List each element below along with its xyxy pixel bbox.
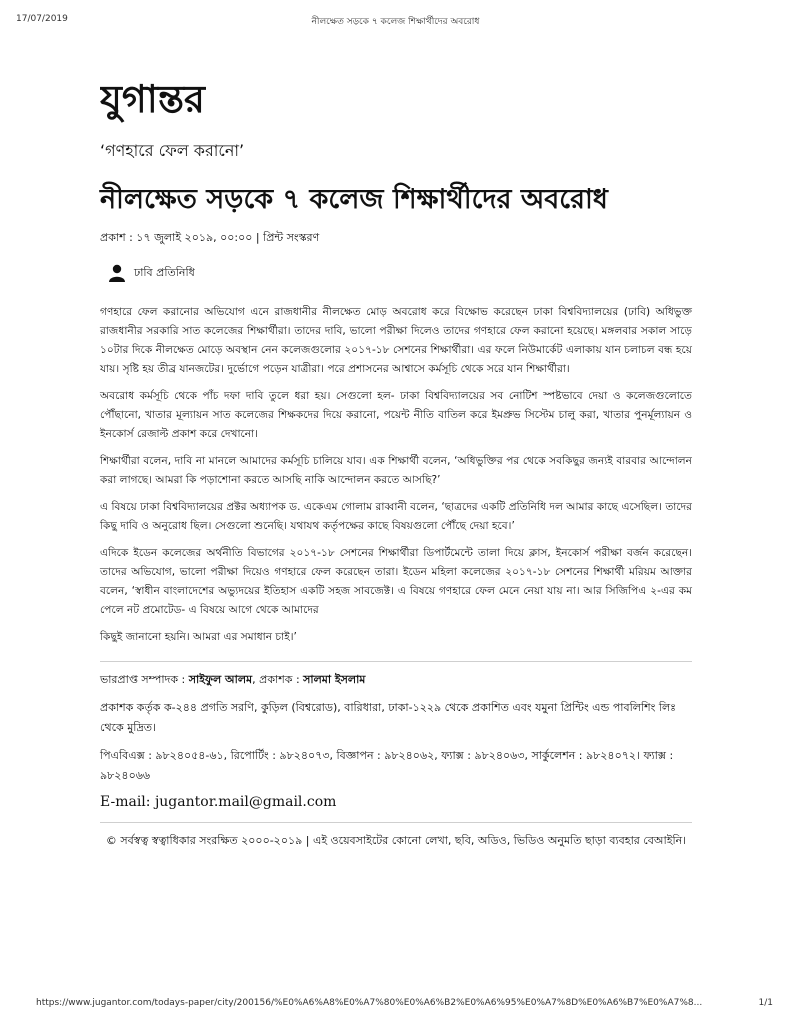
jugantor-logo[interactable] <box>100 70 692 124</box>
editor-name: সাইফুল আলম <box>188 672 253 686</box>
article-paragraph: এ বিষয়ে ঢাকা বিশ্ববিদ্যালয়ের প্রক্টর অধ্যাপক ড. একেএম গোলাম রাব্বানী বলেন, ‘ছাত্রদের একটি প্রতিনিধি দল আমার কাছে এসেছিল। তাদের কিছু দাবি ও অনুরোধ ছিল। সেগুলো শুনেছি। যথাযথ কর্তৃপক্ষের কাছে বিষয়গুলো পৌঁছে দেয়া হবে।’ <box>100 500 692 532</box>
user-icon <box>108 264 126 282</box>
imprint-block <box>100 670 692 786</box>
article-paragraph: অবরোধ কর্মসূচি থেকে পাঁচ দফা দাবি তুলে ধরা হয়। সেগুলো হল- ঢাকা বিশ্ববিদ্যালয়ের সব নোটিশ স্পষ্টভাবে দেয়া ও কলেজগুলোতে পৌঁছানো, খাতার মূল্যায়ন সাত কলেজের শিক্ষকদের দিয়ে করানো, পয়েন্ট নীতি বাতিল করে ইমপ্রুভ সিস্টেম চালু করা, খাতার পুনর্মূল্যায়ন ও ইনকোর্স রেজাল্ট প্রকাশ করে দেখানো। <box>100 389 692 440</box>
logo-wordmark <box>100 70 290 124</box>
article-title: নীলক্ষেত সড়কে ৭ কলেজ শিক্ষার্থীদের অবরোধ <box>100 184 608 215</box>
print-date: 17/07/2019 <box>16 14 68 24</box>
article-paragraph: কিছুই জানানো হয়নি। আমরা এর সমাধান চাই।’ <box>100 630 297 643</box>
editor-label: ভারপ্রাপ্ত সম্পাদক : <box>100 672 189 686</box>
editor-line <box>100 670 692 690</box>
contact-phones: পিএবিএক্স : ৯৮২৪০৫৪-৬১, রিপোর্টিং : ৯৮২৪০৭৩, বিজ্ঞাপন : ৯৮২৪০৬২, ফ্যাক্স : ৯৮২৪০৬৩, সার্কুলেশন : ৯৮২৪০৭২। ফ্যাক্স : ৯৮২৪০৬৬ <box>100 748 674 782</box>
print-footer-page: 1/1 <box>758 998 773 1008</box>
publisher-name: সালমা ইসলাম <box>303 672 366 686</box>
article-body <box>100 303 692 647</box>
contact-email[interactable]: E-mail: jugantor.mail@gmail.com <box>100 793 337 810</box>
article-paragraph: এদিকে ইডেন কলেজের অর্থনীতি বিভাগের ২০১৭-১৮ সেশনের শিক্ষার্থীরা ডিপার্টমেন্টে তালা দিয়ে ক্লাস, ইনকোর্স পরীক্ষা বর্জন করেছেন। তাদের অভিযোগ, ভালো পরীক্ষা দিয়েও গণহারে ফেল করেছেন তারা। ইডেন মহিলা কলেজের ২০১৭-১৮ সেশনের শিক্ষার্থী মরিয়ম আক্তার বলেন, ‘স্বাধীন বাংলাদেশের অভ্যুদয়ের ইতিহাস একটি সহজ সাবজেক্ট। এ বিষয়ে গণহারে ফেল মেনে নেয়া যায় না। আর সিজিপিএ ২-এর কম পেলে নট প্রমোটেড- এ বিষয়ে আগে থেকে আমাদের <box>100 546 692 616</box>
publisher-label: , প্রকাশক : <box>252 672 304 686</box>
article-meta: প্রকাশ : ১৭ জুলাই ২০১৯, ০০:০০ | প্রিন্ট সংস্করণ <box>100 230 320 244</box>
article-subhead: ‘গণহারে ফেল করানো’ <box>100 141 245 160</box>
article-paragraph: শিক্ষার্থীরা বলেন, দাবি না মানলে আমাদের কর্মসূচি চালিয়ে যাব। এক শিক্ষার্থী বলেন, ‘অধিভুক্তির পর থেকে সবকিছুর জন্যই বারবার আন্দোলন করা লাগছে। আমরা কি পড়াশোনা করতে আসছি নাকি আন্দোলন করতে আসছি?’ <box>100 454 692 486</box>
copyright-notice: © সর্বস্বত্ব স্বত্বাধিকার সংরক্ষিত ২০০০-২০১৯ | এই ওয়েবসাইটের কোনো লেখা, ছবি, অডিও, ভিডিও অনুমতি ছাড়া ব্যবহার বেআইনি। <box>100 822 692 851</box>
publisher-address: প্রকাশক কর্তৃক ক-২৪৪ প্রগতি সরণি, কুড়িল (বিশ্বরোড), বারিধারা, ঢাকা-১২২৯ থেকে প্রকাশিত এবং যমুনা প্রিন্টিং এন্ড পাবলিশিং লিঃ থেকে মুদ্রিত। <box>100 700 677 734</box>
svg-text:যুগান্তর: যুগান্তর <box>100 77 205 121</box>
imprint-divider <box>100 661 692 662</box>
article-page <box>100 70 692 851</box>
print-footer-url: https://www.jugantor.com/todays-paper/city/200156/%E0%A6%A8%E0%A7%80%E0%A6%B2%E0%A6%95%E0%A7%8D%E0%A6%B7%E0%A7%8... <box>36 998 703 1008</box>
article-paragraph: গণহারে ফেল করানোর অভিযোগ এনে রাজধানীর নীলক্ষেত মোড় অবরোধ করে বিক্ষোভ করেছেন ঢাকা বিশ্ববিদ্যালয়ের (ঢাবি) অধিভুক্ত রাজধানীর সরকারি সাত কলেজের শিক্ষার্থীরা। তাদের দাবি, ভালো পরীক্ষা দিলেও তাদের গণহারে ফেল করানো হয়েছে। মঙ্গলবার সকাল সাড়ে ১০টার দিকে নীলক্ষেত মোড়ে অবস্থান নেন কলেজগুলোর ২০১৭-১৮ সেশনের শিক্ষার্থীরা। এর ফলে নিউমার্কেট এলাকায় যান চলাচল বন্ধ হয়ে যায়। সৃষ্টি হয় তীব্র যানজটের। দুর্ভোগে পড়েন যাত্রীরা। পরে প্রশাসনের আশ্বাসে কর্মসূচি থেকে সরে যান শিক্ষার্থীরা। <box>100 305 692 375</box>
author-line <box>100 264 692 283</box>
author-name: ঢাবি প্রতিনিধি <box>134 265 195 279</box>
print-header-title: নীলক্ষেত সড়কে ৭ কলেজ শিক্ষার্থীদের অবরোধ <box>311 17 480 27</box>
